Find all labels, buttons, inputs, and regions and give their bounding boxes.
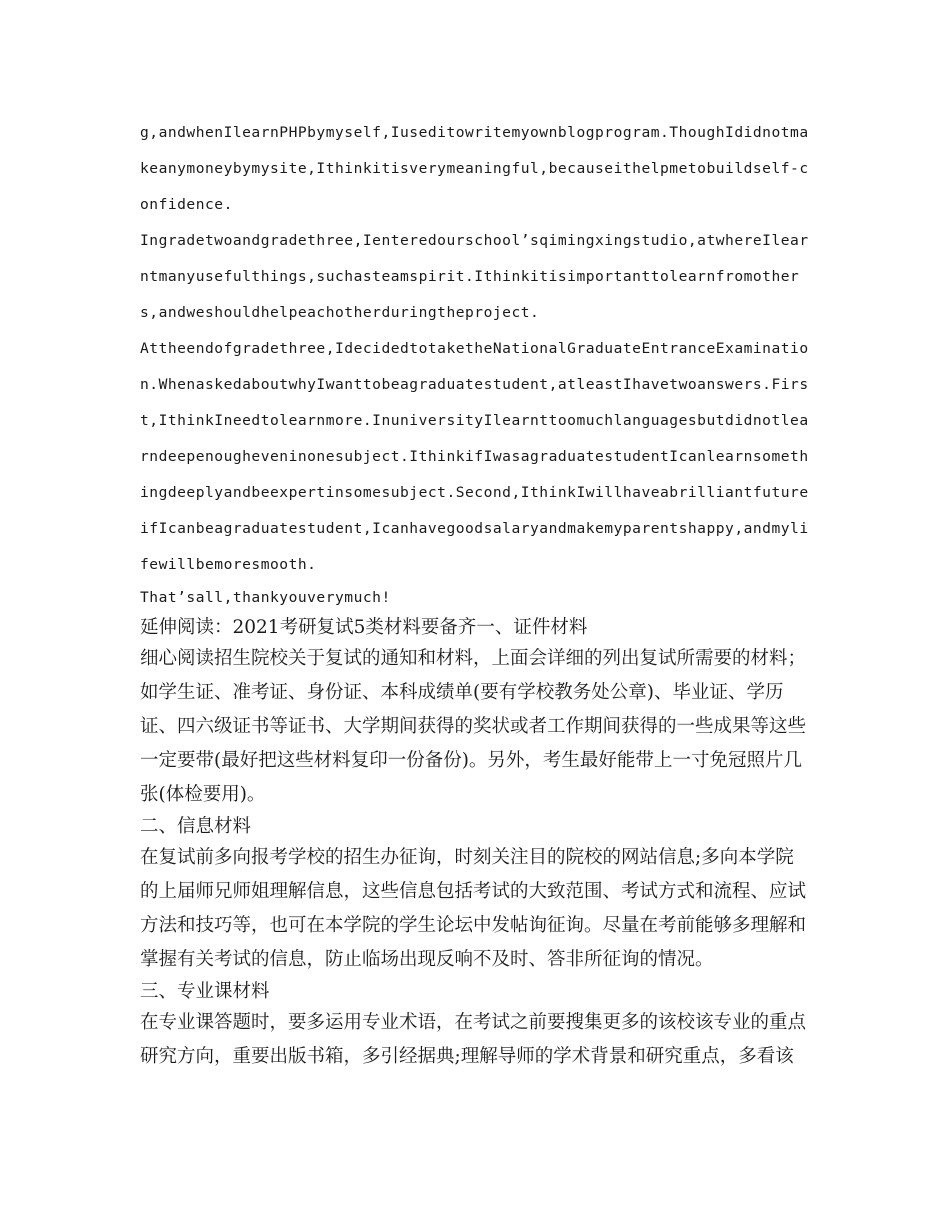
paragraph-specialty-materials: 在专业课答题时，要多运用专业术语，在考试之前要搜集更多的该校该专业的重点研究方向，重要出版书箱，多引经据典;理解导师的学术背景和研究重点，多看该 <box>140 1012 807 1067</box>
paragraph-studio: Ingradetwoandgradethree,Ienteredourschool’sqimingxingstudio,atwhereIlearntmanyusefulthings,suchasteamspirit.Ithinkitisimportanttolearnfromothers,andweshouldhelpeachotherduringtheproject. <box>140 232 809 321</box>
paragraph-graduate-exam: Attheendofgradethree,IdecidedtotaketheNationalGraduateEntranceExamination.WhenaskedaboutwhyIwanttobeagraduatestudent,atleastIhavetwoanswers.First,IthinkIneedtolearnmore.InuniversityIlearnttoomuchlanguagesbutdidnotlearndeepenougheveninonesubject.IthinkifIwasagraduatestudentIcanlearnsomethingdeeplyandbeexpertinsomesubject.Second,IthinkIwillhaveabrilliantfutureifIcanbeagraduatestudent,Icanhavegoodsalaryandmakemyparentshappy,andmylifewillbemoresmooth. <box>140 340 809 573</box>
section-heading-extended-reading: 延伸阅读：2021考研复试5类材料要备齐一、证件材料 <box>140 617 588 638</box>
paragraph-blog-program: g,andwhenIlearnPHPbymyself,Iuseditowritemyownblogprogram.ThoughIdidnotmakeanymoneybymysite,Ithinkitisverymeaningful,becauseithelpmetobuildself-confidence. <box>140 124 809 213</box>
document-body <box>140 115 812 1074</box>
paragraph-certificate-materials: 细心阅读招生院校关于复试的通知和材料，上面会详细的列出复试所需要的材料；如学生证、准考证、身份证、本科成绩单(要有学校教务处公章)、毕业证、学历证、四六级证书等证书、大学期间获得的奖状或者工作期间获得的一些成果等这些一定要带(最好把这些材料复印一份备份)。另外，考生最好能带上一寸免冠照片几张(体检要用)。 <box>140 648 807 805</box>
paragraph-information-materials: 在复试前多向报考学校的招生办征询，时刻关注目的院校的网站信息;多向本学院的上届师兄师姐理解信息，这些信息包括考试的大致范围、考试方式和流程、应试方法和技巧等，也可在本学院的学生论坛中发帖询征询。尽量在考前能够多理解和掌握有关考试的信息，防止临场出现反响不及时、答非所征询的情况。 <box>140 847 807 970</box>
section-heading-information-materials: 二、信息材料 <box>140 816 252 837</box>
section-heading-specialty-materials: 三、专业课材料 <box>140 981 270 1002</box>
paragraph-closing: That’sall,thankyouverymuch! <box>140 589 391 606</box>
